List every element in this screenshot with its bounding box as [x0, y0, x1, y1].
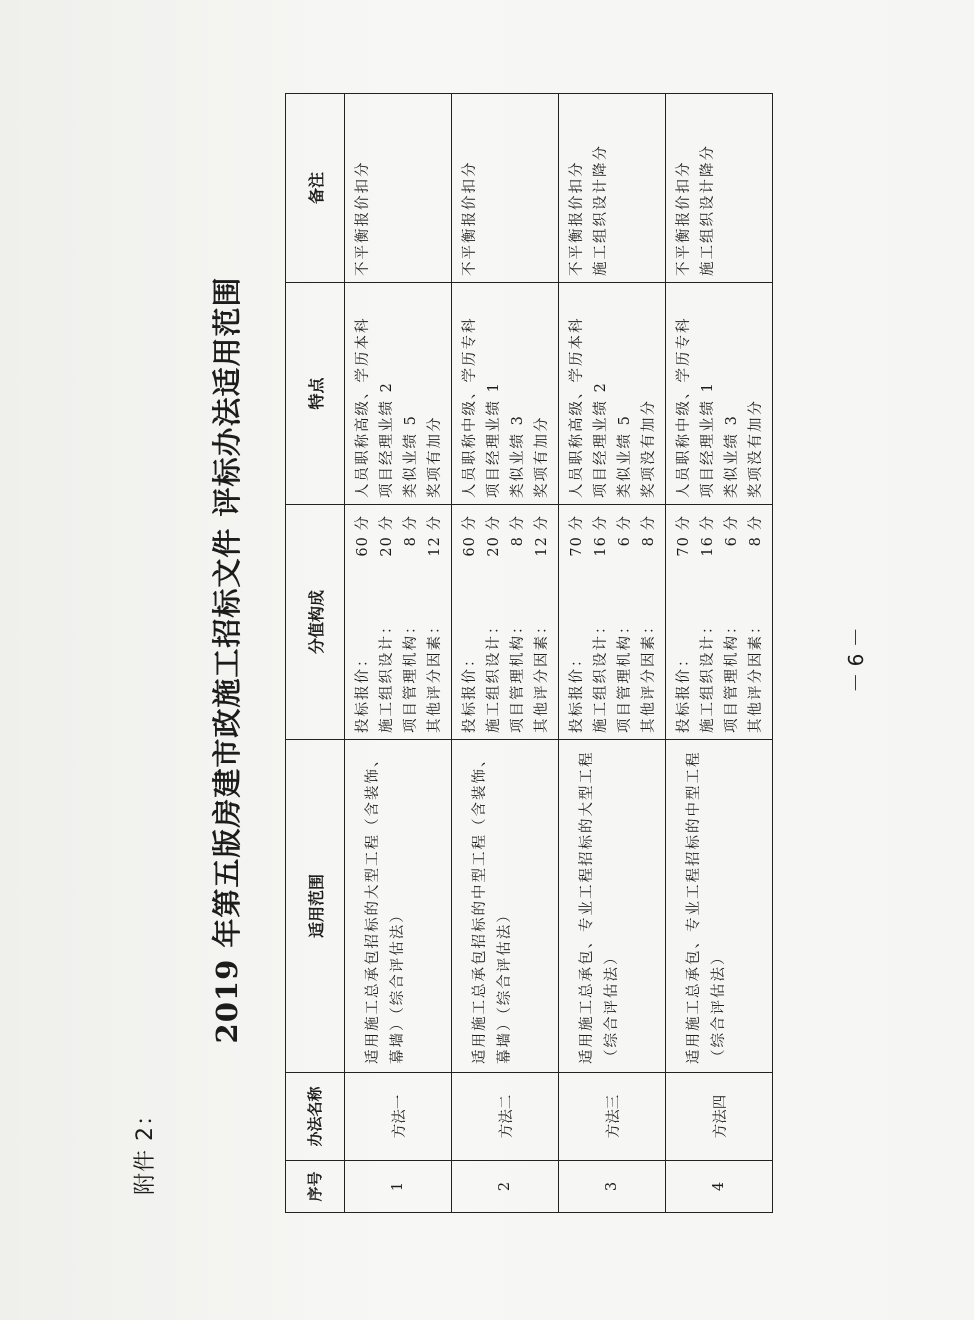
score-item [637, 509, 661, 733]
method-name-value: 方法三 [605, 1094, 622, 1139]
score-label: 项目管理机构： [403, 617, 419, 733]
row-method-name [559, 1073, 666, 1161]
header-features: 特点 [286, 283, 345, 505]
method-name-value: 方法一 [391, 1094, 408, 1139]
feature-item: 项目经理业绩 1 [486, 381, 502, 498]
header-scope: 适用范围 [286, 740, 345, 1073]
row-seq [345, 1161, 452, 1213]
attachment-label: 附件 2： [133, 1103, 158, 1195]
score-label: 投标报价： [462, 650, 478, 733]
score-value: 20 分 [486, 515, 502, 557]
seq-value: 4 [711, 1181, 727, 1192]
row-remarks [452, 94, 559, 283]
row-method-name [345, 1073, 452, 1161]
score-label: 投标报价： [676, 650, 692, 733]
method-name-value: 方法二 [498, 1094, 515, 1139]
row-seq [559, 1161, 666, 1213]
score-value: 16 分 [700, 515, 716, 557]
score-item [613, 509, 637, 733]
score-label: 施工组织设计： [379, 617, 395, 733]
score-value: 6 分 [617, 515, 633, 547]
method-name-value: 方法四 [712, 1094, 729, 1139]
feature-item: 人员职称高级、学历本科 [355, 316, 371, 498]
score-value: 8 分 [510, 515, 526, 547]
score-value: 60 分 [462, 515, 478, 557]
score-value: 6 分 [724, 515, 740, 547]
score-item [506, 509, 530, 733]
scope-text: 适用施工总承包招标的中型工程（含装饰、幕墙）（综合评估法） [472, 750, 513, 1064]
score-item [720, 509, 744, 733]
score-item [399, 509, 423, 733]
row-score-composition [452, 505, 559, 740]
row-remarks [345, 94, 452, 283]
feature-item: 奖项没有加分 [641, 399, 657, 498]
scope-text: 适用施工总承包、专业工程招标的大型工程（综合评估法） [579, 750, 620, 1064]
table-row [666, 94, 773, 1213]
score-value: 12 分 [534, 515, 550, 557]
score-value: 8 分 [403, 515, 419, 547]
feature-item: 人员职称中级、学历专科 [462, 316, 478, 498]
score-label: 其他评分因素： [748, 617, 764, 733]
row-method-name [666, 1073, 773, 1161]
score-value: 20 分 [379, 515, 395, 557]
score-item [530, 509, 554, 733]
row-scope [559, 740, 666, 1073]
feature-item: 人员职称高级、学历本科 [569, 316, 585, 498]
header-remarks: 备注 [286, 94, 345, 283]
table-body [345, 94, 773, 1213]
remark-item: 不平衡报价扣分 [355, 160, 371, 276]
score-label: 施工组织设计： [486, 617, 502, 733]
score-item [458, 509, 482, 733]
feature-item: 人员职称中级、学历专科 [676, 316, 692, 498]
feature-item: 类似业绩 3 [724, 414, 740, 498]
scope-text: 适用施工总承包招标的大型工程（含装饰、幕墙）（综合评估法） [365, 750, 406, 1064]
score-value: 70 分 [569, 515, 585, 557]
score-item [672, 509, 696, 733]
score-label: 投标报价： [569, 650, 585, 733]
header-score: 分值构成 [286, 505, 345, 740]
score-label: 其他评分因素： [641, 617, 657, 733]
table-row [559, 94, 666, 1213]
score-item [351, 509, 375, 733]
score-label: 投标报价： [355, 650, 371, 733]
feature-item: 项目经理业绩 2 [593, 381, 609, 498]
score-item [482, 509, 506, 733]
header-method-name: 办法名称 [286, 1073, 345, 1161]
remark-item: 不平衡报价扣分 [462, 160, 478, 276]
seq-value: 3 [604, 1181, 620, 1192]
score-value: 16 分 [593, 515, 609, 557]
row-scope [345, 740, 452, 1073]
score-label: 其他评分因素： [534, 617, 550, 733]
row-score-composition [345, 505, 452, 740]
remark-item: 施工组织设计降分 [700, 144, 716, 276]
score-label: 项目管理机构： [510, 617, 526, 733]
feature-item: 类似业绩 5 [617, 414, 633, 498]
score-label: 其他评分因素： [427, 617, 443, 733]
score-value: 70 分 [676, 515, 692, 557]
table-row [452, 94, 559, 1213]
score-item [423, 509, 447, 733]
table-row [345, 94, 452, 1213]
row-scope [666, 740, 773, 1073]
page-number: － 6 － [844, 627, 868, 693]
score-value: 12 分 [427, 515, 443, 557]
score-label: 施工组织设计： [700, 617, 716, 733]
score-item [375, 509, 399, 733]
row-remarks [559, 94, 666, 283]
row-features [666, 283, 773, 505]
row-features [452, 283, 559, 505]
score-item [589, 509, 613, 733]
scoring-methods-table [285, 93, 773, 1213]
seq-value: 1 [390, 1181, 406, 1192]
row-score-composition [559, 505, 666, 740]
feature-item: 类似业绩 5 [403, 414, 419, 498]
row-score-composition [666, 505, 773, 740]
row-method-name [452, 1073, 559, 1161]
score-item [565, 509, 589, 733]
feature-item: 类似业绩 3 [510, 414, 526, 498]
seq-value: 2 [497, 1181, 513, 1192]
score-value: 8 分 [641, 515, 657, 547]
scope-text: 适用施工总承包、专业工程招标的中型工程（综合评估法） [686, 750, 727, 1064]
row-scope [452, 740, 559, 1073]
score-label: 项目管理机构： [617, 617, 633, 733]
row-features [559, 283, 666, 505]
row-seq [452, 1161, 559, 1213]
remark-item: 不平衡报价扣分 [676, 160, 692, 276]
table-header-row [286, 94, 345, 1213]
feature-item: 奖项有加分 [534, 415, 550, 498]
feature-item: 奖项有加分 [427, 415, 443, 498]
row-remarks [666, 94, 773, 283]
remark-item: 不平衡报价扣分 [569, 160, 585, 276]
row-features [345, 283, 452, 505]
score-value: 60 分 [355, 515, 371, 557]
page-title: 2019 年第五版房建市政施工招标文件 评标办法适用范围 [210, 276, 244, 1044]
feature-item: 奖项没有加分 [748, 399, 764, 498]
feature-item: 项目经理业绩 2 [379, 381, 395, 498]
row-seq [666, 1161, 773, 1213]
score-value: 8 分 [748, 515, 764, 547]
score-label: 项目管理机构： [724, 617, 740, 733]
score-item [696, 509, 720, 733]
remark-item: 施工组织设计降分 [593, 144, 609, 276]
score-label: 施工组织设计： [593, 617, 609, 733]
feature-item: 项目经理业绩 1 [700, 381, 716, 498]
score-item [744, 509, 768, 733]
header-seq: 序号 [286, 1161, 345, 1213]
